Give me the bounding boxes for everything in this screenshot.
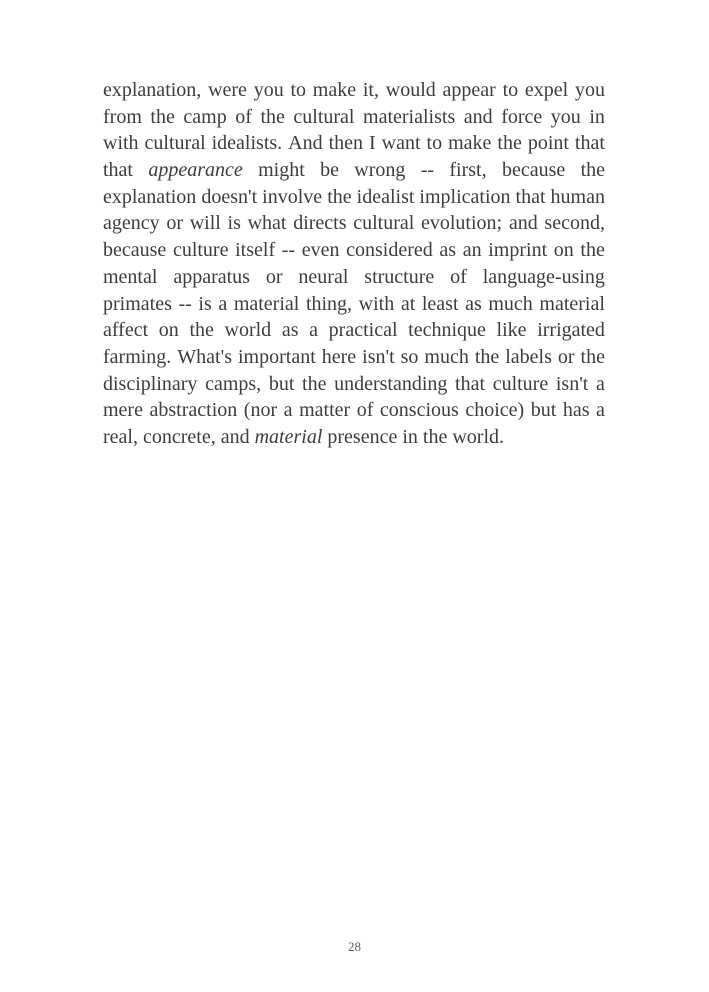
word: world: [224, 319, 272, 342]
word: human: [550, 185, 605, 208]
word: a: [596, 399, 605, 422]
word: cultural: [144, 132, 206, 155]
text-line: [103, 79, 605, 106]
word: itself: [235, 239, 276, 262]
word: conscious: [379, 399, 459, 422]
word: would: [385, 79, 436, 101]
word: will: [189, 212, 221, 235]
word: that: [103, 159, 133, 182]
word: considered: [346, 239, 433, 262]
word: and: [463, 105, 493, 128]
word: expel: [524, 79, 569, 101]
word: culture: [492, 372, 549, 395]
text-line: [103, 346, 605, 373]
word: be: [320, 159, 339, 182]
word: material: [539, 292, 605, 315]
word: then: [328, 132, 364, 155]
text-line: [103, 266, 605, 293]
word: the: [580, 345, 605, 368]
word: might: [258, 159, 305, 182]
word: with: [358, 292, 395, 315]
word: affect: [103, 319, 149, 342]
word: it,: [362, 79, 379, 101]
text-line: [103, 132, 605, 159]
word: but: [268, 372, 295, 395]
word: involve: [262, 185, 323, 208]
word: mental: [103, 265, 158, 288]
word: is: [198, 292, 212, 315]
word: understanding: [334, 372, 448, 395]
word: that: [515, 185, 546, 208]
word: language-using: [482, 265, 605, 288]
word: the: [150, 105, 175, 128]
word: a: [309, 319, 319, 342]
word: because: [103, 239, 167, 262]
word: in: [402, 425, 418, 448]
word: imprint: [488, 239, 548, 262]
word: here: [321, 345, 357, 368]
word: you: [575, 79, 605, 101]
word: doesn't: [201, 185, 258, 208]
word: want: [381, 132, 421, 155]
word: with: [103, 132, 139, 155]
word: concrete,: [142, 425, 216, 448]
word: agency: [103, 212, 160, 235]
word: to: [426, 132, 443, 155]
word: materialists: [363, 105, 456, 128]
word: primates: [103, 292, 172, 315]
word: and: [508, 212, 538, 235]
word: were: [208, 79, 247, 101]
word: directs: [293, 212, 347, 235]
word: of: [356, 399, 374, 422]
word: make: [312, 79, 357, 101]
word: explanation,: [103, 79, 202, 101]
word: presence: [327, 425, 398, 448]
word: thing,: [305, 292, 353, 315]
word: has: [562, 399, 590, 422]
word: that: [455, 372, 486, 395]
word: --: [420, 159, 435, 182]
word: much: [488, 292, 533, 315]
word: as: [281, 319, 299, 342]
text-line: [103, 212, 605, 239]
word: the: [422, 425, 448, 448]
word: abstraction: [149, 399, 238, 422]
word: cultural: [353, 212, 415, 235]
word: what: [247, 212, 287, 235]
word: evolution;: [421, 212, 503, 235]
word: at: [400, 292, 416, 315]
word: explanation: [103, 185, 197, 208]
word: the: [580, 159, 605, 182]
word: much: [424, 345, 469, 368]
word: the: [327, 185, 352, 208]
word: culture: [172, 239, 229, 262]
word: first,: [449, 159, 487, 182]
text-line: [103, 293, 605, 320]
word: matter: [299, 399, 351, 422]
word: a: [218, 292, 228, 315]
text-line: [103, 373, 605, 400]
word: irrigated: [537, 319, 605, 342]
word: camp: [183, 105, 227, 128]
word: labels: [505, 345, 552, 368]
word: mere: [103, 399, 143, 422]
word: appear: [442, 79, 496, 101]
text-line: [103, 319, 605, 346]
word: I: [369, 132, 376, 155]
word: or: [166, 212, 184, 235]
word: of: [235, 105, 252, 128]
word: an: [462, 239, 482, 262]
word: And: [288, 132, 323, 155]
word: real,: [103, 425, 138, 448]
word: is: [227, 212, 241, 235]
word: the: [474, 345, 500, 368]
word: world.: [452, 425, 505, 448]
text-line: [103, 186, 605, 213]
word: --: [281, 239, 296, 262]
word: as: [465, 292, 482, 315]
word: cultural: [293, 105, 355, 128]
word: force: [501, 105, 543, 128]
word: or: [557, 345, 575, 368]
word: (nor: [243, 399, 278, 422]
word: from: [103, 105, 142, 128]
word: of: [450, 265, 467, 288]
word: a: [596, 372, 605, 395]
word: a: [283, 399, 293, 422]
word: second,: [544, 212, 605, 235]
paragraph: [103, 79, 605, 453]
word: make: [448, 132, 492, 155]
word: wrong: [354, 159, 406, 182]
word: technique: [408, 319, 486, 342]
word: important: [237, 345, 316, 368]
emphasized-word: material: [254, 425, 323, 448]
word: What's: [177, 345, 232, 368]
word: that: [574, 132, 605, 155]
word: apparatus: [173, 265, 250, 288]
word: idealist: [356, 185, 415, 208]
word: like: [496, 319, 527, 342]
word: the: [260, 105, 285, 128]
word: to: [290, 79, 307, 101]
text-line: [103, 106, 605, 133]
word: you: [253, 79, 284, 101]
word: least: [421, 292, 459, 315]
word: the: [302, 372, 327, 395]
word: implication: [419, 185, 511, 208]
word: the: [580, 239, 605, 262]
word: the: [497, 132, 522, 155]
word: choice): [465, 399, 525, 422]
word: because: [501, 159, 566, 182]
word: idealists.: [211, 132, 283, 155]
word: --: [178, 292, 192, 315]
word: as: [439, 239, 457, 262]
word: isn't: [362, 345, 395, 368]
word: point: [527, 132, 569, 155]
word: even: [301, 239, 340, 262]
text-line: [103, 399, 605, 426]
word: or: [265, 265, 283, 288]
word: structure: [364, 265, 435, 288]
page-number: 28: [348, 939, 361, 954]
text-line: [103, 239, 605, 266]
text-line: [103, 426, 605, 453]
word: on: [158, 319, 179, 342]
word: material: [233, 292, 300, 315]
word: farming.: [103, 345, 172, 368]
word: on: [553, 239, 574, 262]
word: but: [530, 399, 557, 422]
emphasized-word: appearance: [148, 159, 243, 182]
word: you: [550, 105, 581, 128]
word: so: [400, 345, 419, 368]
word: in: [589, 105, 605, 128]
word: neural: [298, 265, 349, 288]
word: the: [189, 319, 214, 342]
word: and: [220, 425, 250, 448]
word: practical: [328, 319, 398, 342]
text-line: [103, 159, 605, 186]
word: to: [502, 79, 519, 101]
word: disciplinary: [103, 372, 198, 395]
word: isn't: [555, 372, 589, 395]
word: camps,: [205, 372, 262, 395]
